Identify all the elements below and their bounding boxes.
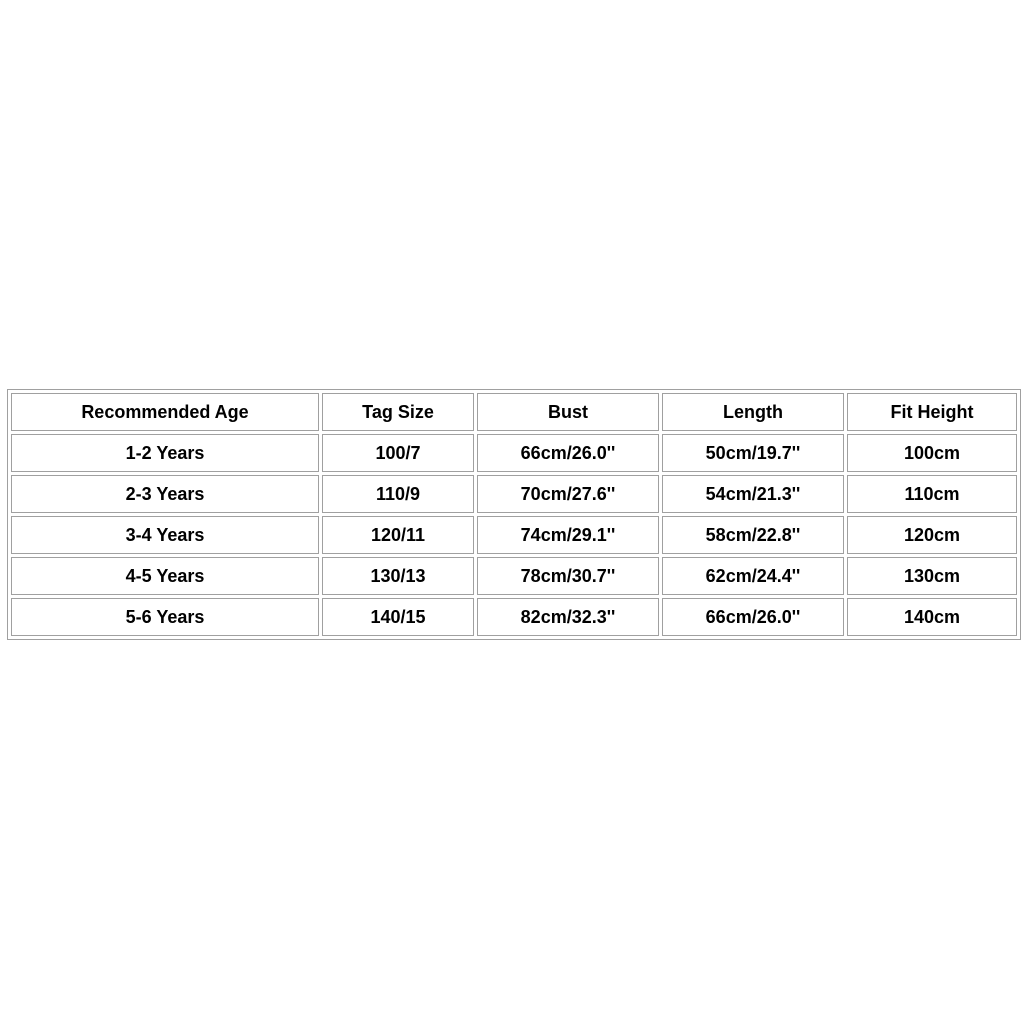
- cell-bust: 66cm/26.0'': [477, 434, 659, 472]
- header-recommended-age: Recommended Age: [11, 393, 319, 431]
- header-bust: Bust: [477, 393, 659, 431]
- cell-tag-size: 120/11: [322, 516, 474, 554]
- header-tag-size: Tag Size: [322, 393, 474, 431]
- table-row: [11, 598, 1017, 636]
- cell-length: 66cm/26.0'': [662, 598, 844, 636]
- table-header-row: [11, 393, 1017, 431]
- cell-length: 58cm/22.8'': [662, 516, 844, 554]
- size-chart-table: [7, 389, 1021, 640]
- cell-bust: 78cm/30.7'': [477, 557, 659, 595]
- cell-age: 1-2 Years: [11, 434, 319, 472]
- table-row: [11, 434, 1017, 472]
- header-length: Length: [662, 393, 844, 431]
- cell-age: 5-6 Years: [11, 598, 319, 636]
- cell-age: 4-5 Years: [11, 557, 319, 595]
- cell-bust: 74cm/29.1'': [477, 516, 659, 554]
- header-fit-height: Fit Height: [847, 393, 1017, 431]
- cell-fit-height: 130cm: [847, 557, 1017, 595]
- cell-fit-height: 110cm: [847, 475, 1017, 513]
- cell-bust: 70cm/27.6'': [477, 475, 659, 513]
- table-row: [11, 475, 1017, 513]
- cell-tag-size: 100/7: [322, 434, 474, 472]
- cell-bust: 82cm/32.3'': [477, 598, 659, 636]
- table-row: [11, 557, 1017, 595]
- cell-fit-height: 120cm: [847, 516, 1017, 554]
- cell-length: 62cm/24.4'': [662, 557, 844, 595]
- cell-length: 54cm/21.3'': [662, 475, 844, 513]
- cell-tag-size: 130/13: [322, 557, 474, 595]
- cell-tag-size: 110/9: [322, 475, 474, 513]
- cell-fit-height: 100cm: [847, 434, 1017, 472]
- cell-tag-size: 140/15: [322, 598, 474, 636]
- cell-age: 2-3 Years: [11, 475, 319, 513]
- cell-fit-height: 140cm: [847, 598, 1017, 636]
- cell-age: 3-4 Years: [11, 516, 319, 554]
- cell-length: 50cm/19.7'': [662, 434, 844, 472]
- table-row: [11, 516, 1017, 554]
